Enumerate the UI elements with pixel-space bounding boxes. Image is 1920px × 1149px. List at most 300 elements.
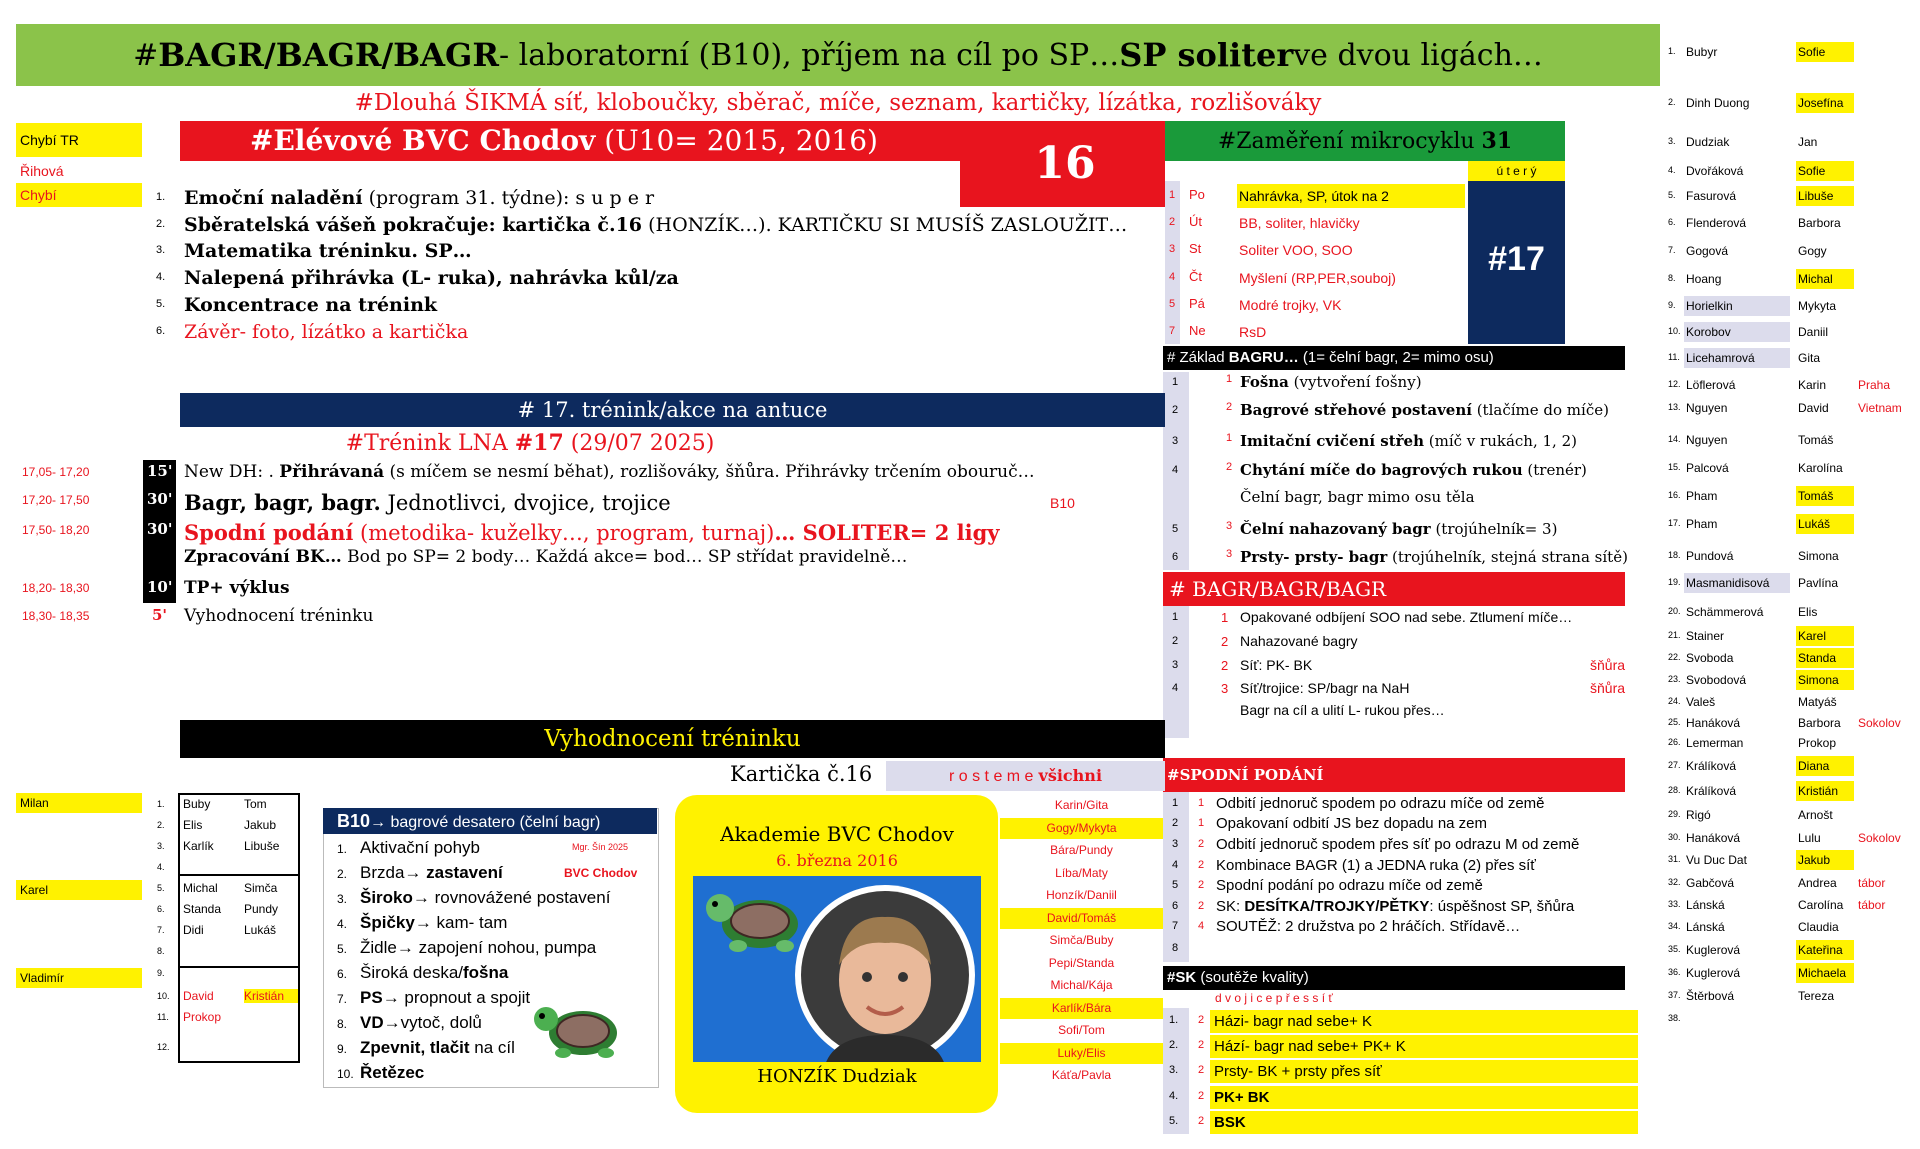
b10-item-bold: Špičky — [360, 913, 415, 932]
spodni-row-level: 1 — [1198, 797, 1205, 809]
bagr-row-number: 4 — [1172, 682, 1179, 694]
training-activity — [184, 462, 1035, 482]
roster-number: 14. — [1668, 434, 1681, 444]
pair-item: Karlík/Bára — [1000, 998, 1163, 1019]
training-minutes: 30' — [147, 490, 173, 508]
group-row-number: 7. — [157, 925, 165, 935]
zaklad-header — [1163, 346, 1625, 370]
micro-day-number: 4 — [1169, 271, 1176, 283]
roster-number: 37. — [1668, 990, 1681, 1000]
b10-item-bold: Široko — [360, 888, 413, 907]
zaklad-item — [1240, 401, 1609, 419]
micro-day-number: 1 — [1169, 189, 1176, 201]
roster-firstname: Claudia — [1798, 920, 1839, 934]
roster-surname: Fasurová — [1686, 189, 1737, 203]
roster-firstname: Lukáš — [1796, 514, 1854, 534]
spodni-item-text: Opakovaní odbití JS bez dopadu na zem — [1216, 815, 1488, 832]
vyhod-title: Vyhodnocení tréninku — [544, 726, 801, 752]
micro-day-number: 3 — [1169, 243, 1176, 255]
player-photo — [795, 885, 975, 1065]
roster-note: tábor — [1858, 876, 1886, 890]
roster-surname: Kuglerová — [1686, 966, 1741, 980]
goal-item — [184, 187, 654, 209]
sk-sub: d v o j i c e p ř e s s í ť — [1215, 991, 1333, 1005]
roster-surname: Dudziak — [1686, 135, 1730, 149]
b10-item-number: 10. — [337, 1067, 354, 1081]
roster-number: 16. — [1668, 490, 1681, 500]
turtle-icon-b10 — [528, 995, 628, 1065]
roster-note: Vietnam — [1858, 401, 1902, 415]
roster-firstname: Sofie — [1796, 42, 1854, 62]
b10-title-rest: → bagrové desatero (čelní bagr) — [370, 814, 601, 831]
sk-header-bold: #SK — [1167, 969, 1197, 986]
zaklad-item — [1240, 488, 1475, 506]
goal-number: 1. — [156, 191, 166, 203]
spodni-row-level: 1 — [1198, 817, 1205, 829]
training-time: 18,30- 18,35 — [22, 609, 90, 623]
roster-surname: Rigó — [1686, 808, 1711, 822]
microcycle-number: 31 — [1481, 128, 1513, 154]
sk-item: BSK — [1210, 1111, 1638, 1134]
b10-item — [360, 1038, 515, 1058]
roster-firstname: Michal — [1796, 269, 1854, 289]
b10-item-text: Široká deska/ — [360, 963, 463, 982]
goal-item — [184, 240, 472, 262]
roster-surname: Vu Duc Dat — [1686, 853, 1747, 867]
bagr-row-level: 2 — [1221, 634, 1229, 649]
roster-firstname: Karolína — [1798, 461, 1843, 475]
goal-text: (program 31. týdne): s u p e r — [362, 187, 655, 209]
roster-surname: Lánská — [1686, 920, 1725, 934]
roster-number: 11. — [1668, 352, 1680, 362]
zaklad-item-text: (tlačíme do míče) — [1471, 401, 1609, 419]
b10-item — [360, 1063, 424, 1083]
bagr-row-number: 2 — [1172, 635, 1179, 647]
micro-day-focus: Modré trojky, VK — [1239, 297, 1342, 313]
goal-bold: Matematika tréninku. SP… — [184, 240, 472, 262]
roster-number: 34. — [1668, 921, 1681, 931]
b10-item-number: 6. — [337, 967, 348, 981]
b10-title-bold: B10 — [337, 811, 371, 831]
goal-number: 5. — [156, 298, 166, 310]
chybi-tr-tag: Chybí TR — [16, 123, 142, 157]
zaklad-row-number: 4 — [1172, 464, 1179, 476]
microcycle-num-col — [1165, 181, 1180, 344]
b10-item-bold: Zpevnit, tlačit — [360, 1038, 470, 1057]
pair-item: Sofi/Tom — [1058, 1023, 1105, 1037]
roster-number: 24. — [1668, 696, 1681, 706]
spodni-item-text: SK: — [1216, 898, 1245, 915]
training-activity-bold: TP+ výklus — [184, 578, 290, 598]
spodni-item-text: Kombinace BAGR (1) a JEDNA ruka (2) přes síť — [1216, 857, 1536, 874]
goal-item — [184, 214, 1127, 236]
goal-text: Závěr- foto, lízátko a kartička — [184, 321, 469, 343]
bagr-num-col — [1163, 606, 1189, 738]
roster-note: Sokolov — [1858, 716, 1901, 730]
roster-number: 27. — [1668, 760, 1681, 770]
spodni-item — [1216, 877, 1483, 894]
goal-number: 4. — [156, 271, 166, 283]
roster-surname: Nguyen — [1686, 401, 1728, 415]
zaklad-item-text: Čelní bagr, bagr mimo osu těla — [1240, 488, 1475, 506]
zaklad-item-bold: Prsty- prsty- bagr — [1240, 548, 1388, 566]
zaklad-item — [1240, 461, 1587, 479]
microcycle-big-number: #17 — [1488, 240, 1545, 278]
roster-number: 31. — [1668, 854, 1681, 864]
training-activity-bold: Zpracování BK… — [184, 547, 342, 567]
sk-row-level: 2 — [1198, 1014, 1205, 1026]
b10-item-bold: VD — [360, 1013, 384, 1032]
b10-credit: Mgr. Šín 2025 — [572, 842, 629, 852]
roster-firstname: David — [1798, 401, 1829, 415]
spodni-row-number: 6 — [1172, 900, 1179, 912]
b10-item-bold: PS — [360, 988, 383, 1007]
roster-number: 7. — [1668, 245, 1676, 255]
spodni-row-level: 2 — [1198, 900, 1205, 912]
spodni-item-text: Spodní podání po odrazu míče od země — [1216, 877, 1483, 894]
sk-row-number: 3. — [1169, 1064, 1179, 1076]
roster-number: 13. — [1668, 402, 1681, 412]
top-banner-prefix: # — [133, 37, 159, 73]
zaklad-item-bold: Imitační cvičení střeh — [1240, 432, 1424, 450]
pair-item: Pepi/Standa — [1048, 955, 1115, 970]
roster-number: 3. — [1668, 136, 1676, 146]
roster-number: 30. — [1668, 832, 1681, 842]
b10-item-number: 1. — [337, 842, 348, 856]
zaklad-item — [1240, 520, 1557, 538]
b10-item — [360, 913, 507, 933]
b10-item-number: 8. — [337, 1017, 348, 1031]
goal-text: (HONZÍK…). KARTIČKU SI MUSÍŠ ZASLOUŽIT… — [642, 214, 1128, 236]
micro-day-focus: Nahrávka, SP, útok na 2 — [1237, 184, 1465, 208]
micro-day-focus: RsD — [1239, 324, 1267, 340]
micro-day-number: 7 — [1169, 325, 1176, 337]
roster-firstname: Andrea — [1798, 876, 1837, 890]
roster-number: 15. — [1668, 462, 1681, 472]
b10-item — [360, 888, 610, 908]
training-time: 18,20- 18,30 — [22, 581, 90, 595]
roster-number: 33. — [1668, 899, 1681, 909]
roster-firstname: Arnošt — [1798, 808, 1833, 822]
group-member-b: Libuše — [244, 839, 280, 853]
training-minutes: 30' — [147, 520, 173, 538]
microcycle-day-label: ú t e r ý — [1468, 161, 1565, 181]
micro-day-name: Po — [1189, 187, 1205, 202]
zaklad-row-level: 3 — [1226, 548, 1233, 560]
roster-firstname: Mykyta — [1798, 299, 1837, 313]
top-banner-mid: - laboratorní (B10), příjem na cíl po SP… — [498, 37, 1120, 73]
goal-bold: Koncentrace na trénink — [184, 294, 438, 316]
roster-surname: Svobodová — [1686, 673, 1747, 687]
zaklad-row-number: 3 — [1172, 435, 1179, 447]
card-name: HONZÍK Dudziak — [757, 1066, 917, 1087]
pair-item: Bára/Pundy — [1050, 843, 1113, 857]
roster-surname: Lemerman — [1686, 736, 1744, 750]
rihova-tag: Řihová — [20, 163, 64, 179]
roster-surname: Hoang — [1686, 272, 1722, 286]
roster-firstname: Michaela — [1796, 963, 1854, 983]
roster-surname: Králíková — [1686, 759, 1737, 773]
roster-number: 26. — [1668, 737, 1681, 747]
roster-surname: Stainer — [1686, 629, 1725, 643]
spodni-item — [1216, 918, 1520, 935]
group-member-a: Michal — [183, 881, 218, 895]
b10-item-text: Aktivační pohyb — [360, 838, 481, 857]
chybi-tag: Chybí — [16, 183, 142, 207]
spodni-item — [1216, 857, 1536, 874]
zaklad-item-text: (trojúhelník, stejná strana sítě) — [1387, 548, 1628, 566]
spodni-item-text: Odbití jednoruč spodem přes síť po odrazu M od země — [1216, 836, 1580, 853]
group-row-number: 4. — [157, 862, 165, 872]
micro-day-number: 2 — [1169, 216, 1176, 228]
roster-surname: Dvořáková — [1686, 164, 1744, 178]
groups-divider-2 — [178, 966, 300, 968]
b10-item-number: 9. — [337, 1042, 348, 1056]
roster-number: 29. — [1668, 809, 1681, 819]
b10-item-text: → rovnovážené postavení — [412, 888, 611, 907]
roster-firstname: Tereza — [1798, 989, 1835, 1003]
roster-surname: Gogová — [1686, 244, 1729, 258]
roster-firstname: Daniil — [1798, 325, 1829, 339]
b10-item-text: →vytoč, dolů — [383, 1013, 482, 1032]
roster-surname: Korobov — [1684, 322, 1790, 342]
group-member-b: Simča — [244, 881, 278, 895]
rosteme-text: r o s t e m e — [948, 768, 1034, 785]
zaklad-item-bold: Čelní nahazovaný bagr — [1240, 520, 1431, 538]
roster-surname: Schämmerová — [1686, 605, 1764, 619]
micro-day-focus: Myšlení (RP,PER,souboj) — [1239, 270, 1396, 286]
roster-surname: Hanáková — [1686, 831, 1741, 845]
zaklad-row-number: 6 — [1172, 551, 1179, 563]
roster-surname: Masmanidisová — [1684, 573, 1790, 593]
goal-item — [184, 267, 679, 289]
bagr-row-level: 3 — [1221, 681, 1229, 696]
zaklad-row-number: 2 — [1172, 404, 1179, 416]
kartička-label: Kartička č.16 — [730, 762, 873, 786]
micro-day-name: Ne — [1189, 323, 1206, 338]
group-row-number: 5. — [157, 883, 165, 893]
roster-surname: Flenderová — [1686, 216, 1747, 230]
roster-number: 28. — [1668, 785, 1681, 795]
roster-firstname: Gita — [1798, 351, 1821, 365]
vsichni-text: všichni — [1038, 766, 1103, 785]
training-activity — [184, 606, 373, 626]
bagr-row-number: 3 — [1172, 659, 1179, 671]
microcycle-title: #Zaměření mikrocyklu — [1217, 129, 1482, 154]
group-member-a: David — [183, 989, 214, 1003]
roster-surname: Dinh Duong — [1686, 96, 1750, 110]
roster-firstname: Josefína — [1796, 93, 1854, 113]
spodni-row-number: 2 — [1172, 817, 1179, 829]
b10-item — [360, 838, 480, 858]
roster-firstname: Gogy — [1798, 244, 1827, 258]
b10-item-bold: fošna — [463, 963, 509, 982]
group-member-a: Karlík — [183, 839, 214, 853]
roster-surname: Bubyr — [1686, 45, 1718, 59]
spodni-row-number: 4 — [1172, 859, 1179, 871]
training-activity-bold2: … SOLITER= 2 ligy — [774, 520, 1000, 545]
training-activity-bold: Přihrávaná — [279, 462, 385, 482]
group-member-a: Buby — [183, 797, 211, 811]
bagr-row-number: 1 — [1172, 611, 1179, 623]
pair-item: Líba/Maty — [1055, 865, 1108, 880]
roster-firstname: Pavlína — [1798, 576, 1839, 590]
b10-header — [323, 808, 657, 834]
goal-bold: Emoční naladění — [184, 187, 363, 209]
roster-surname: Pham — [1686, 517, 1718, 531]
training-activity — [184, 490, 671, 515]
roster-firstname: Carolína — [1798, 898, 1844, 912]
bagr-item-tag: šňůra — [1590, 680, 1626, 696]
sk-header-rest: (soutěže kvality) — [1196, 969, 1309, 986]
zaklad-row-level: 2 — [1226, 401, 1233, 413]
micro-day-number: 5 — [1169, 298, 1176, 310]
group-member-b: Kristián — [244, 989, 298, 1003]
group-member-b: Lukáš — [244, 923, 277, 937]
roster-firstname: Barbora — [1798, 716, 1841, 730]
roster-note: tábor — [1858, 898, 1886, 912]
b10-item-text: Brzda→ — [360, 863, 427, 882]
b10-item-text: → kam- tam — [414, 913, 508, 932]
zaklad-header-bold: BAGRU… — [1228, 349, 1299, 366]
bagr-item: Síť/trojice: SP/bagr na NaH — [1240, 680, 1410, 696]
b10-item-number: 2. — [337, 867, 348, 881]
roster-firstname: Libuše — [1796, 186, 1854, 206]
bagr-row-level: 2 — [1221, 658, 1229, 673]
training-activity-pre: New DH: . — [184, 462, 280, 482]
roster-number: 35. — [1668, 944, 1681, 954]
roster-firstname: Standa — [1796, 648, 1854, 668]
training-activity-text: (s míčem se nesmí běhat), rozlišováky, šňůra. Přihrávky trčením obouruč… — [384, 462, 1035, 482]
bagr-header: # BAGR/BAGR/BAGR — [1163, 572, 1625, 606]
b10-item-bold: zastavení — [426, 863, 503, 882]
group-row-number: 6. — [157, 904, 165, 914]
zaklad-row-level: 2 — [1226, 461, 1233, 473]
roster-number: 23. — [1668, 674, 1681, 684]
roster-surname: Licehamrová — [1684, 348, 1790, 368]
micro-day-name: St — [1189, 241, 1202, 256]
sk-item: Házi- bagr nad sebe+ K — [1210, 1010, 1638, 1033]
pair-item: David/Tomáš — [1000, 908, 1163, 929]
bagr-item-tag: šňůra — [1590, 657, 1626, 673]
spodni-item — [1216, 836, 1579, 853]
micro-day-focus: Soliter VOO, SOO — [1239, 242, 1353, 258]
zaklad-item-bold: Bagrové střehové postavení — [1240, 401, 1472, 419]
equipment-line: #Dlouhá ŠIKMÁ síť, kloboučky, sběrač, míče, seznam, kartičky, lízátka, rozlišováky — [354, 90, 1322, 116]
group-row-number: 11. — [157, 1012, 169, 1022]
roster-surname: Pundová — [1686, 549, 1734, 563]
roster-number: 2. — [1668, 97, 1676, 107]
pair-item: Honzík/Daniil — [1046, 888, 1117, 902]
bagr-item: Nahazované bagry — [1240, 633, 1358, 649]
micro-day-name: Pá — [1189, 296, 1205, 311]
roster-surname: Štěrbová — [1686, 989, 1735, 1003]
training-minutes: 10' — [147, 578, 173, 596]
training-activity-text: Vyhodnocení tréninku — [184, 606, 374, 626]
zaklad-row-number: 5 — [1172, 523, 1179, 535]
b10-item-number: 3. — [337, 892, 348, 906]
training-subtitle-post: (29/07 2025) — [563, 431, 715, 456]
zaklad-row-level: 1 — [1226, 432, 1233, 444]
sk-header — [1163, 966, 1625, 990]
b10-item-text: Židle→ zapojení nohou, pumpa — [360, 938, 597, 957]
b10-item — [360, 1013, 482, 1033]
roster-surname: Svoboda — [1686, 651, 1734, 665]
spodni-row-number: 7 — [1172, 920, 1179, 932]
training-activity — [184, 547, 907, 567]
zaklad-item-text: (vytvoření fošny) — [1288, 373, 1422, 391]
b10-item-text: → propnout a spojit — [382, 988, 531, 1007]
roster-number: 12. — [1668, 379, 1681, 389]
zaklad-row-number: 1 — [1172, 376, 1179, 388]
zaklad-item-bold: Chytání míče do bagrových rukou — [1240, 461, 1523, 479]
group-row-number: 9. — [157, 968, 165, 978]
group-row-number: 8. — [157, 946, 165, 956]
spodni-item-post: : úspěšnost SP, šňůra — [1429, 898, 1575, 915]
top-banner-bold1: BAGR/BAGR/BAGR — [158, 36, 499, 74]
spodni-row-number: 3 — [1172, 838, 1179, 850]
training-activity-text: Bod po SP= 2 body… Každá akce= bod… SP střídat pravidelně… — [341, 547, 908, 567]
sk-item: Prsty- BK + prsty přes síť — [1210, 1060, 1638, 1083]
karel-tag: Karel — [16, 880, 142, 900]
roster-number: 25. — [1668, 717, 1681, 727]
sk-row-number: 2. — [1169, 1039, 1179, 1051]
group-subtitle: (U10= 2015, 2016) — [595, 124, 878, 157]
training-activity — [184, 520, 999, 545]
roster-firstname: Jakub — [1796, 850, 1854, 870]
sk-row-level: 2 — [1198, 1039, 1205, 1051]
roster-firstname: Simona — [1796, 670, 1854, 690]
zaklad-item — [1240, 373, 1422, 391]
bagr-row-level: 1 — [1221, 610, 1229, 625]
spodni-item — [1216, 898, 1574, 915]
group-number: 16 — [1034, 138, 1096, 189]
zaklad-row-level: 3 — [1226, 520, 1233, 532]
zaklad-item — [1240, 432, 1577, 450]
goal-item — [184, 294, 437, 316]
b10-item — [360, 988, 530, 1008]
spodni-item-text: Odbití jednoruč spodem po odrazu míče od země — [1216, 795, 1545, 812]
roster-number: 32. — [1668, 877, 1681, 887]
b10-club: BVC Chodov — [564, 866, 638, 880]
spodni-row-level: 2 — [1198, 879, 1205, 891]
roster-firstname: Diana — [1796, 756, 1854, 776]
goal-number: 2. — [156, 218, 166, 230]
roster-surname: Kuglerová — [1686, 943, 1741, 957]
pair-item: Káťa/Pavla — [1051, 1068, 1112, 1082]
b10-item-number: 7. — [337, 992, 348, 1006]
b10-item — [360, 938, 596, 958]
training-header — [180, 393, 1165, 427]
roster-firstname: Elis — [1798, 605, 1818, 619]
spodni-item-text: SOUTĚŽ: 2 družstva po 2 hráčích. Střídavě… — [1216, 918, 1521, 935]
roster-number: 19. — [1668, 577, 1681, 587]
roster-firstname: Karel — [1796, 626, 1854, 646]
roster-number: 18. — [1668, 550, 1681, 560]
roster-number: 6. — [1668, 217, 1676, 227]
roster-number: 22. — [1668, 652, 1681, 662]
sk-row-level: 2 — [1198, 1064, 1205, 1076]
group-member-a: Didi — [183, 923, 204, 937]
group-member-a: Standa — [183, 902, 222, 916]
training-time: 17,50- 18,20 — [22, 523, 90, 537]
spodni-row-level: 4 — [1198, 920, 1205, 932]
training-header-text: # 17. trénink/akce na antuce — [517, 398, 828, 422]
training-subtitle-pre: #Trénink LNA — [345, 431, 515, 456]
roster-number: 38. — [1668, 1013, 1681, 1023]
goal-bold: Sběratelská vášeň pokračuje: kartička č.16 — [184, 214, 643, 236]
bagr-item: Opakované odbíjení SOO nad sebe. Ztlumení míče… — [1240, 609, 1573, 625]
